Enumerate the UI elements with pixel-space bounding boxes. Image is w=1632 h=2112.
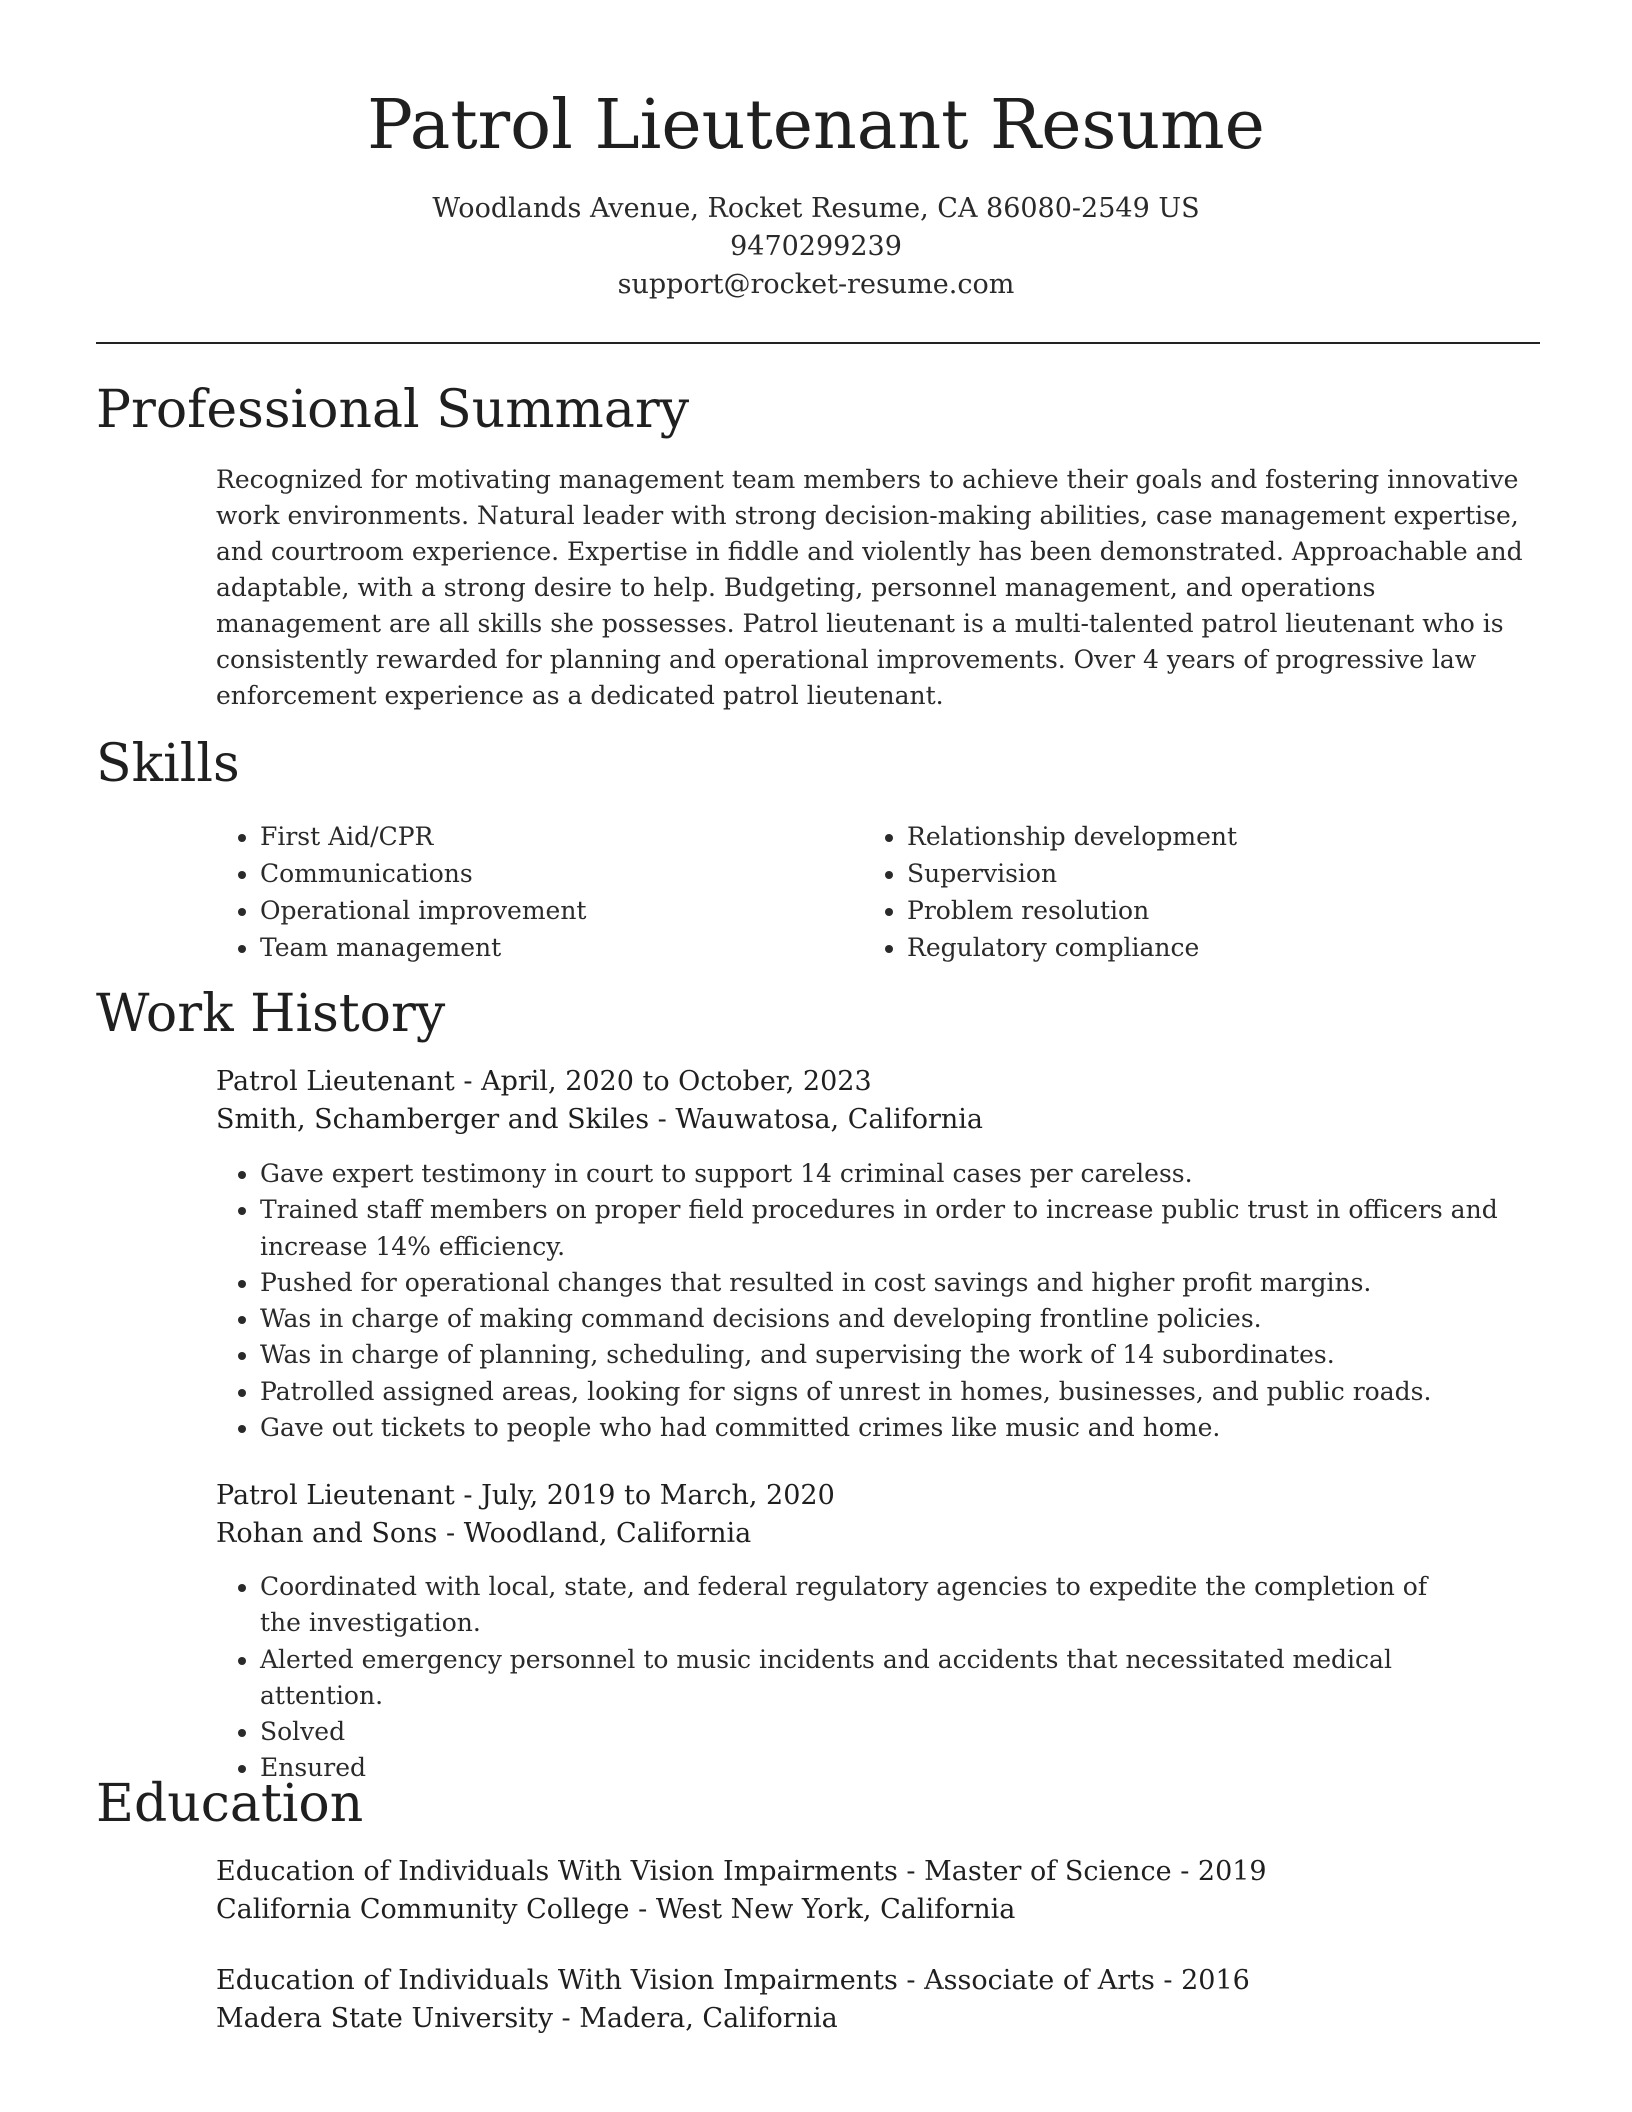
job-title-line: [216, 1477, 835, 1515]
skills-list-right: [863, 818, 1237, 966]
education-degree: - Associate of Arts: [897, 1965, 1155, 1996]
job-title: Patrol Lieutenant: [216, 1066, 455, 1097]
education-degree-line: [216, 1962, 1250, 2000]
education-degree-line: [216, 1853, 1267, 1891]
skill-item: • Operational improvement: [260, 892, 586, 929]
skills-list-left: [216, 818, 586, 966]
education-location: - West New York, California: [629, 1894, 1016, 1925]
job-bullet: • Was in charge of making command decisions and developing frontline policies.: [260, 1301, 1560, 1337]
education-location: - Madera, California: [552, 2003, 838, 2034]
skill-item: • Supervision: [907, 855, 1237, 892]
job-bullet: • Trained staff members on proper field procedures in order to increase public trust in officers and increase 14% efficiency.: [260, 1192, 1560, 1265]
job-bullet: • Patrolled assigned areas, looking for signs of unrest in homes, businesses, and public roads.: [260, 1374, 1560, 1410]
education-field: Education of Individuals With Vision Impairments: [216, 1856, 898, 1887]
header-divider: [96, 342, 1540, 344]
job-company-line: [216, 1515, 751, 1553]
skill-item: • Communications: [260, 855, 586, 892]
education-degree: - Master of Science: [897, 1856, 1172, 1887]
education-year: - 2019: [1171, 1856, 1267, 1887]
education-school-line: [216, 1891, 1015, 1929]
education-year: - 2016: [1154, 1965, 1250, 1996]
skill-item: • Regulatory compliance: [907, 929, 1237, 966]
job-dates: - April, 2020 to October, 2023: [454, 1066, 872, 1097]
education-field: Education of Individuals With Vision Impairments: [216, 1965, 898, 1996]
skill-item: • Relationship development: [907, 818, 1237, 855]
job-company: Smith, Schamberger and Skiles: [216, 1104, 650, 1135]
education-school: Madera State University: [216, 2003, 553, 2034]
job-company: Rohan and Sons: [216, 1518, 438, 1549]
contact-address: Woodlands Avenue, Rocket Resume, CA 86080-2549 US: [432, 193, 1200, 224]
job-bullets: [216, 1569, 1460, 1787]
summary-heading: Professional Summary: [96, 380, 690, 440]
skill-item: • First Aid/CPR: [260, 818, 586, 855]
skill-item: • Team management: [260, 929, 586, 966]
job-bullet: • Alerted emergency personnel to music incidents and accidents that necessitated medical attention.: [260, 1642, 1460, 1715]
education-heading: Education: [96, 1774, 364, 1834]
job-bullet: • Coordinated with local, state, and federal regulatory agencies to expedite the completion of the investigation.: [260, 1569, 1460, 1642]
skills-heading: Skills: [96, 734, 240, 794]
education-school-line: [216, 2000, 838, 2038]
summary-text: Recognized for motivating management team members to achieve their goals and fostering innovative work environments. Natural leader with strong decision-making abilities, case management expertise, and courtroom experience. Expertise in fiddle and violently has been demonstrated. Approachable and adaptable, with a strong desire to help. Budgeting, personnel management, and operations management are all skills she possesses. Patrol lieutenant is a multi-talented patrol lieutenant who is consistently rewarded for planning and operational improvements. Over 4 years of progressive law enforcement experience as a dedicated patrol lieutenant.: [216, 465, 1523, 710]
contact-email[interactable]: support@rocket-resume.com: [617, 269, 1015, 300]
contact-phone: 9470299239: [730, 231, 902, 262]
job-bullet: • Gave out tickets to people who had committed crimes like music and home.: [260, 1410, 1560, 1446]
job-company-line: [216, 1101, 983, 1139]
resume-title: Patrol Lieutenant Resume: [367, 86, 1265, 165]
job-bullets: [216, 1156, 1560, 1446]
job-location: - Wauwatosa, California: [649, 1104, 984, 1135]
job-bullet: • Gave expert testimony in court to support 14 criminal cases per careless.: [260, 1156, 1560, 1192]
job-bullet: • Solved: [260, 1714, 1460, 1750]
education-school: California Community College: [216, 1894, 630, 1925]
job-bullet: • Ensured: [260, 1750, 1460, 1786]
job-dates: - July, 2019 to March, 2020: [454, 1480, 835, 1511]
skill-item: • Problem resolution: [907, 892, 1237, 929]
job-bullet: • Pushed for operational changes that resulted in cost savings and higher profit margins.: [260, 1265, 1560, 1301]
job-title: Patrol Lieutenant: [216, 1480, 455, 1511]
job-bullet: • Was in charge of planning, scheduling, and supervising the work of 14 subordinates.: [260, 1337, 1560, 1373]
job-location: - Woodland, California: [437, 1518, 752, 1549]
work-heading: Work History: [96, 984, 446, 1044]
job-title-line: [216, 1063, 872, 1101]
